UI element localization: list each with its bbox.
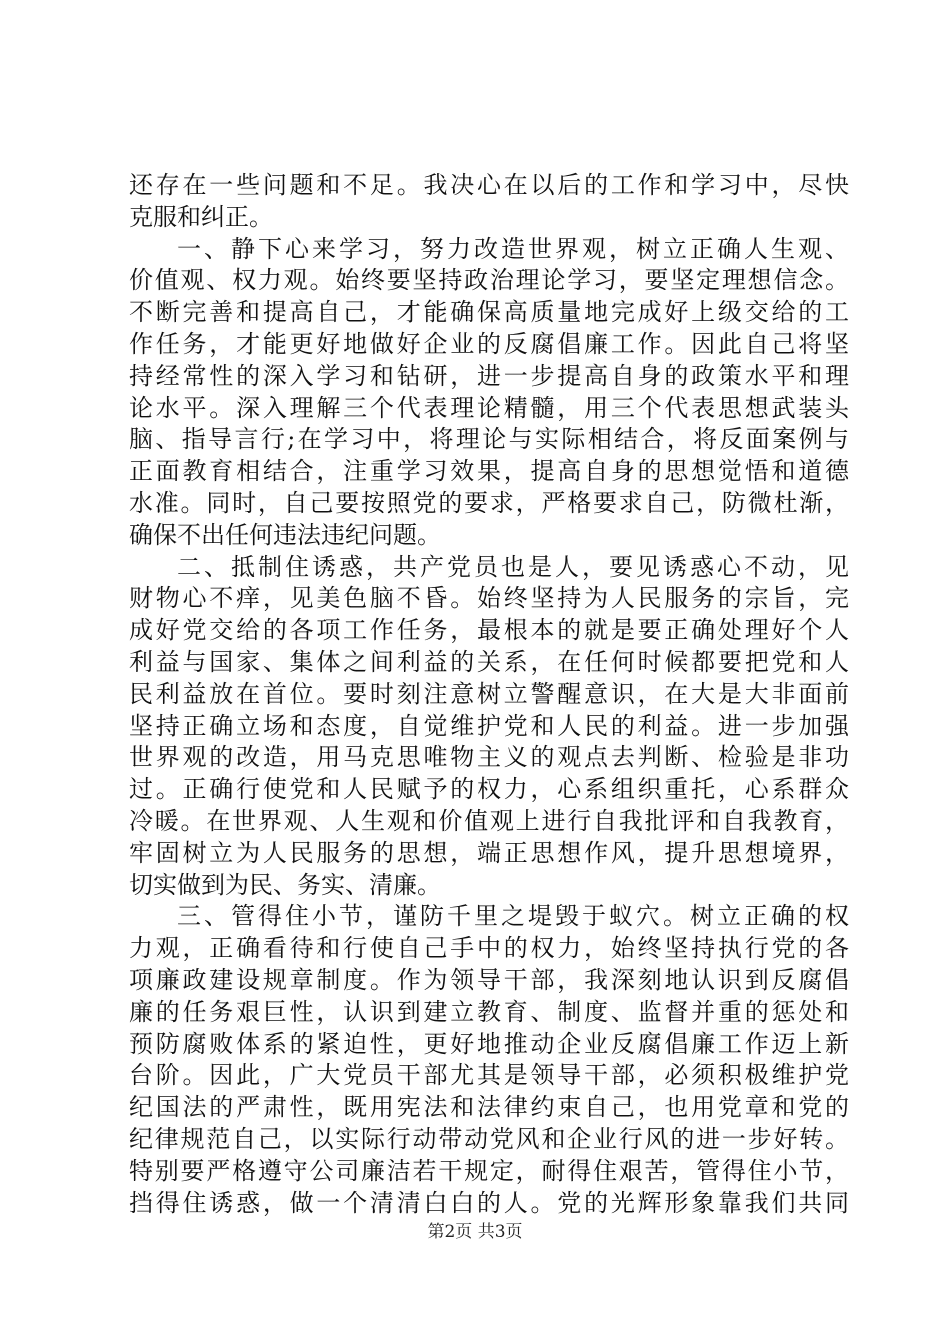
paragraph-heading-1: 一、静下心来学习，努力改造世界观，树立正确人生观、	[177, 234, 849, 263]
text-line: 论水平。深入理解三个代表理论精髓，用三个代表思想武装头	[129, 393, 849, 422]
text-line: 切实做到为民、务实、清廉。	[129, 870, 441, 899]
text-line: 还存在一些问题和不足。我决心在以后的工作和学习中，尽快	[129, 171, 849, 199]
text-line: 力观，正确看待和行使自己手中的权力，始终坚持执行党的各	[129, 934, 849, 963]
document-body	[129, 170, 849, 1219]
text-line: 项廉政建设规章制度。作为领导干部，我深刻地认识到反腐倡	[129, 965, 849, 994]
text-line: 作任务，才能更好地做好企业的反腐倡廉工作。因此自己将坚	[129, 329, 849, 358]
text-line: 财物心不痒，见美色脑不昏。始终坚持为人民服务的宗旨，完	[129, 584, 849, 613]
paragraph-heading-2: 二、抵制住诱惑，共产党员也是人，要见诱惑心不动，见	[177, 552, 849, 581]
text-line: 不断完善和提高自己，才能确保高质量地完成好上级交给的工	[129, 298, 849, 327]
text-line: 廉的任务艰巨性，认识到建立教育、制度、监督并重的惩处和	[129, 997, 849, 1026]
text-line: 确保不出任何违法违纪问题。	[129, 520, 441, 549]
text-line: 正面教育相结合，注重学习效果，提高自身的思想觉悟和道德	[129, 457, 849, 486]
text-line: 预防腐败体系的紧迫性，更好地推动企业反腐倡廉工作迈上新	[129, 1029, 849, 1058]
text-line: 脑、指导言行;在学习中，将理论与实际相结合，将反面案例与	[129, 425, 849, 454]
paragraph-heading-3: 三、管得住小节，谨防千里之堤毁于蚁穴。树立正确的权	[177, 902, 849, 931]
text-line: 价值观、权力观。始终要坚持政治理论学习，要坚定理想信念。	[129, 266, 849, 295]
text-line: 冷暖。在世界观、人生观和价值观上进行自我批评和自我教育，	[129, 806, 849, 835]
text-line: 牢固树立为人民服务的思想，端正思想作风，提升思想境界，	[129, 838, 849, 867]
text-line: 坚持正确立场和态度，自觉维护党和人民的利益。进一步加强	[129, 711, 849, 740]
text-line: 特别要严格遵守公司廉洁若干规定，耐得住艰苦，管得住小节，	[129, 1156, 849, 1185]
text-line: 持经常性的深入学习和钻研，进一步提高自身的政策水平和理	[129, 361, 849, 390]
text-line: 台阶。因此，广大党员干部尤其是领导干部，必须积极维护党	[129, 1061, 849, 1090]
text-line: 纪国法的严肃性，既用宪法和法律约束自己，也用党章和党的	[129, 1093, 849, 1122]
page-footer: 第2页 共3页	[427, 1222, 523, 1242]
text-line: 克服和纠正。	[129, 202, 273, 231]
text-line: 成好党交给的各项工作任务，最根本的就是要正确处理好个人	[129, 616, 849, 645]
text-line: 利益与国家、集体之间利益的关系，在任何时候都要把党和人	[129, 647, 849, 676]
text-line: 过。正确行使党和人民赋予的权力，心系组织重托，心系群众	[129, 775, 849, 804]
text-line: 纪律规范自己，以实际行动带动党风和企业行风的进一步好转。	[129, 1124, 849, 1153]
text-line: 民利益放在首位。要时刻注意树立警醒意识，在大是大非面前	[129, 679, 849, 708]
text-line: 挡得住诱惑，做一个清清白白的人。党的光辉形象靠我们共同	[129, 1188, 849, 1217]
text-line: 世界观的改造，用马克思唯物主义的观点去判断、检验是非功	[129, 743, 849, 772]
text-line: 水准。同时，自己要按照党的要求，严格要求自己，防微杜渐，	[129, 488, 849, 517]
